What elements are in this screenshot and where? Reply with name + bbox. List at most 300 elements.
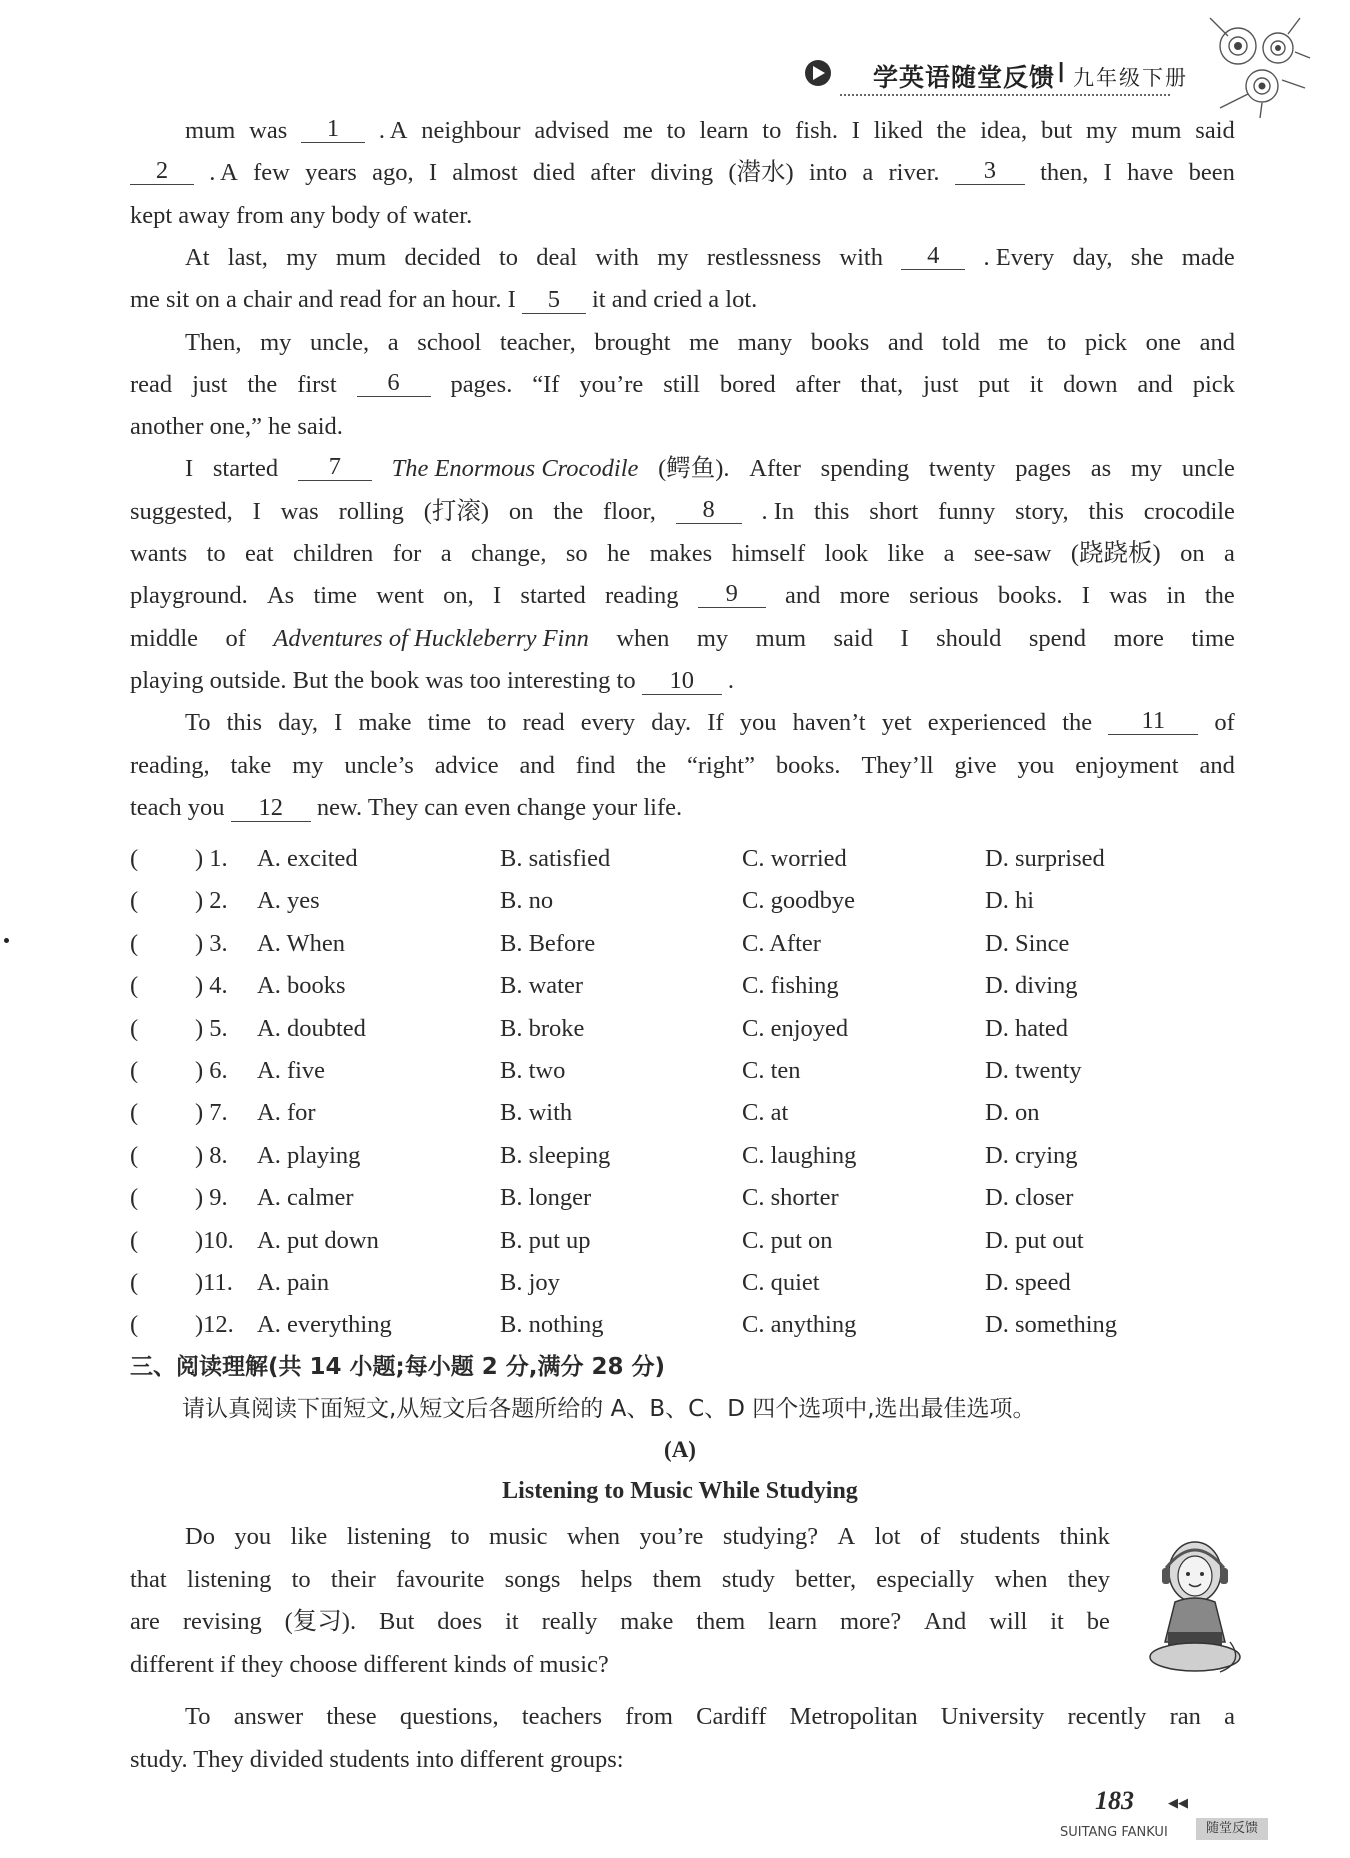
word: I	[1081, 582, 1090, 610]
text-line	[130, 1648, 609, 1682]
text-line	[185, 241, 1235, 275]
word: middle	[130, 624, 199, 652]
word: a	[1224, 1703, 1235, 1730]
word: fish.	[795, 117, 838, 144]
word: my	[292, 751, 324, 779]
word: you’re	[579, 370, 644, 398]
answer-paren: (	[130, 1311, 139, 1339]
option-d: D. speed	[985, 1269, 1071, 1296]
word: better,	[795, 1565, 857, 1593]
word: like	[887, 540, 925, 567]
word: that,	[860, 370, 904, 398]
word: wants	[130, 540, 188, 567]
word: revising	[182, 1608, 262, 1635]
word: and	[784, 582, 821, 610]
option-a: A. yes	[257, 887, 320, 915]
word: give	[954, 751, 997, 779]
text-line	[130, 156, 1235, 190]
answer-paren: (	[130, 1226, 139, 1254]
option-b: B. Before	[500, 929, 596, 957]
word: funny	[938, 497, 996, 525]
word: books.	[775, 751, 841, 779]
word: “If	[532, 370, 560, 398]
word: crocodile	[1143, 497, 1235, 525]
word: . A	[378, 117, 408, 144]
word: story,	[1015, 497, 1069, 525]
word: read	[130, 370, 173, 398]
word: they	[1067, 1565, 1110, 1593]
word: study	[721, 1565, 775, 1593]
option-c: C. worried	[742, 845, 847, 872]
word: kept away from any body of water.	[130, 201, 473, 229]
option-b: B. longer	[500, 1184, 592, 1212]
word: books	[810, 328, 870, 356]
play-icon	[805, 60, 831, 86]
option-d: D. on	[985, 1099, 1040, 1127]
word: playground.	[130, 582, 248, 610]
word: a	[862, 159, 874, 187]
page-number: 183	[1095, 1786, 1134, 1815]
word: brought	[594, 328, 671, 356]
word: many	[737, 328, 793, 356]
word: almost	[452, 159, 518, 187]
word: my	[657, 243, 689, 271]
word: been	[1188, 159, 1235, 187]
word: (复习).	[284, 1608, 357, 1635]
word: day.	[651, 709, 692, 737]
word: mum	[755, 624, 807, 652]
word: the	[247, 370, 278, 398]
word: books.	[997, 582, 1063, 610]
word: the	[936, 117, 967, 144]
word: to	[291, 1565, 311, 1593]
word: favourite	[395, 1565, 485, 1593]
question-row	[130, 1308, 1250, 1342]
text-line	[130, 579, 1235, 613]
word: make	[358, 709, 412, 737]
word: ran	[1169, 1703, 1201, 1730]
word: a	[943, 540, 955, 567]
word: from	[625, 1703, 673, 1730]
question-row	[130, 1266, 1250, 1300]
word: after	[590, 159, 636, 187]
option-d: D. put out	[985, 1226, 1084, 1254]
answer-paren: (	[130, 845, 139, 872]
word: suggested,	[130, 497, 233, 525]
question-number: )12.	[195, 1311, 234, 1339]
word: years	[305, 159, 357, 187]
word: think	[1059, 1523, 1110, 1550]
answer-paren: (	[130, 887, 139, 915]
option-c: C. anything	[742, 1311, 857, 1339]
word: my	[696, 624, 729, 652]
word: started	[212, 455, 279, 483]
word: makes	[649, 540, 713, 567]
word: of	[919, 1523, 941, 1550]
word: diving	[650, 159, 714, 187]
question-number: ) 3.	[195, 929, 228, 957]
word: yet	[881, 709, 912, 737]
question-number: ) 4.	[195, 972, 228, 1000]
passage-label: (A)	[664, 1437, 696, 1462]
word: more	[839, 582, 890, 610]
word: pages	[1015, 455, 1072, 483]
word: . In	[761, 497, 795, 525]
margin-dot	[4, 938, 9, 943]
word: teachers	[521, 1703, 603, 1730]
word: went	[376, 582, 424, 610]
word: new. They can even change your life.	[316, 793, 683, 821]
option-d: D. twenty	[985, 1057, 1082, 1084]
word: change,	[470, 540, 547, 567]
blank-9: 9	[698, 579, 766, 608]
text-line	[185, 1700, 1235, 1734]
word: was	[249, 117, 288, 144]
word: will	[989, 1608, 1028, 1635]
word: eat	[245, 540, 274, 567]
text-line	[130, 368, 1235, 402]
word: a	[1224, 540, 1235, 567]
word: find	[575, 751, 616, 779]
word: Cardiff	[696, 1703, 767, 1730]
text-line	[130, 283, 757, 317]
word: restlessness	[706, 243, 822, 271]
word: you	[739, 709, 777, 737]
word: she	[1130, 243, 1164, 271]
word: teacher,	[499, 328, 576, 356]
text-line	[130, 1563, 1110, 1597]
word: it	[1029, 370, 1044, 398]
word: If	[707, 709, 724, 737]
blank-4: 4	[901, 241, 965, 270]
word: see-saw	[973, 540, 1052, 567]
word: (打滚)	[423, 497, 490, 525]
word: these	[326, 1703, 377, 1730]
word: I	[900, 624, 909, 652]
option-b: B. two	[500, 1057, 566, 1084]
word: neighbour	[421, 117, 521, 144]
text-line	[130, 537, 1235, 571]
option-d: D. surprised	[985, 845, 1105, 872]
word: the	[636, 751, 667, 779]
word: me sit on a chair and read for an hour. I	[130, 286, 516, 314]
word: advised	[534, 117, 610, 144]
word: time	[313, 582, 357, 610]
word: (潜水)	[728, 159, 794, 187]
word: that	[130, 1565, 167, 1593]
page-arrows-icon: ◀◀	[1168, 1796, 1188, 1811]
word: reading	[604, 582, 679, 610]
word: more	[1113, 624, 1164, 652]
word: children	[293, 540, 374, 567]
question-number: )10.	[195, 1226, 234, 1254]
text-line	[130, 664, 734, 698]
option-a: A. calmer	[257, 1184, 354, 1212]
text-line	[130, 410, 343, 444]
word: like	[290, 1523, 328, 1550]
word: mum	[1131, 117, 1182, 144]
word: to	[498, 243, 518, 271]
word: it and cried a lot.	[591, 286, 758, 314]
text-line	[130, 791, 682, 825]
word: just	[923, 370, 959, 398]
blank-1: 1	[301, 114, 365, 143]
word: time	[1191, 624, 1235, 652]
word: and	[1199, 751, 1235, 779]
word: a	[440, 540, 452, 567]
word: decided	[404, 243, 481, 271]
word: have	[1127, 159, 1174, 187]
word: said	[833, 624, 873, 652]
word: As	[266, 582, 295, 610]
word: I	[1103, 159, 1112, 187]
option-a: A. doubted	[257, 1014, 366, 1042]
option-d: D. something	[985, 1311, 1118, 1339]
word: playing outside. But the book was too interesting to	[130, 666, 636, 694]
option-a: A. When	[257, 929, 345, 957]
word: idea,	[980, 117, 1028, 144]
word: when	[616, 624, 670, 652]
option-c: C. at	[742, 1099, 789, 1127]
word: really	[541, 1608, 598, 1635]
option-c: C. put on	[742, 1226, 833, 1254]
word: this	[814, 497, 850, 525]
girl-with-headphones-illustration	[1140, 1532, 1250, 1682]
option-b: B. no	[500, 887, 554, 915]
option-b: B. with	[500, 1099, 573, 1127]
word: this	[1088, 497, 1124, 525]
page-header	[795, 52, 1215, 96]
word: But	[378, 1608, 415, 1635]
option-c: C. quiet	[742, 1269, 820, 1296]
text-line	[185, 1520, 1110, 1554]
word: haven’t	[792, 709, 866, 737]
word: after	[795, 370, 841, 398]
word: short	[869, 497, 919, 525]
word: this	[226, 709, 263, 737]
word: reading,	[130, 751, 210, 779]
book-title: 学英语随堂反馈	[873, 63, 1056, 92]
word: teach you	[130, 793, 225, 821]
question-number: ) 1.	[195, 845, 228, 872]
word: day,	[278, 709, 319, 737]
section-instruction: 请认真阅读下面短文,从短文后各题所给的 A、B、C、D 四个选项中,选出最佳选项。	[182, 1396, 1036, 1422]
header-separator: I	[1057, 56, 1066, 89]
option-b: B. sleeping	[500, 1141, 611, 1169]
word: questions,	[399, 1703, 499, 1730]
word: with	[839, 243, 883, 271]
question-number: ) 7.	[195, 1099, 228, 1127]
word: last,	[227, 243, 268, 271]
answer-paren: (	[130, 1184, 139, 1212]
question-number: ) 2.	[195, 887, 228, 915]
word: time	[427, 709, 472, 737]
word: to	[206, 540, 226, 567]
word: songs	[504, 1565, 561, 1593]
blank-2: 2	[130, 156, 194, 185]
word: every	[580, 709, 636, 737]
header-rule	[840, 94, 1170, 96]
word: pick	[1084, 328, 1128, 356]
word: into	[808, 159, 848, 187]
question-number: ) 5.	[195, 1014, 228, 1042]
word: another one,” he said.	[130, 413, 343, 441]
word: University	[940, 1703, 1045, 1730]
word: me	[689, 328, 720, 356]
question-row	[130, 1181, 1250, 1215]
word: enjoyment	[1075, 751, 1179, 779]
word: when	[566, 1523, 621, 1550]
word: said	[1195, 117, 1235, 144]
word: you’re	[639, 1523, 704, 1550]
word: uncle’s	[344, 751, 414, 779]
option-d: D. diving	[985, 972, 1078, 1000]
word: and	[1199, 328, 1235, 356]
word: in	[1166, 582, 1186, 610]
word: answer	[233, 1703, 304, 1730]
word: (鳄鱼).	[658, 455, 730, 483]
word: for	[392, 540, 422, 567]
question-row	[130, 969, 1250, 1003]
blank-11: 11	[1108, 706, 1198, 735]
word: river.	[888, 159, 940, 187]
word: my	[1086, 117, 1118, 144]
word: To	[185, 1703, 211, 1730]
word: recently	[1067, 1703, 1147, 1730]
blank-3: 3	[955, 156, 1025, 185]
word: (跷跷板)	[1070, 540, 1161, 567]
word: uncle	[1181, 455, 1235, 483]
word: To	[185, 709, 211, 737]
word: ago,	[372, 159, 414, 187]
word: make	[620, 1608, 674, 1635]
option-d: D. Since	[985, 929, 1070, 957]
word: was	[1109, 582, 1148, 610]
word: Then,	[185, 328, 242, 356]
word: advice	[434, 751, 499, 779]
word: I	[185, 455, 194, 483]
word: with	[595, 243, 639, 271]
word: but	[1040, 117, 1073, 144]
blank-8: 8	[676, 495, 742, 524]
question-number: ) 9.	[195, 1184, 228, 1212]
option-b: B. broke	[500, 1014, 585, 1042]
answer-paren: (	[130, 929, 139, 957]
word: lot	[874, 1523, 901, 1550]
word: it	[1050, 1608, 1064, 1635]
word: of	[1214, 709, 1235, 737]
word: A	[837, 1523, 856, 1550]
answer-paren: (	[130, 1057, 139, 1084]
word: listening	[346, 1523, 432, 1550]
word: does	[437, 1608, 483, 1635]
footer-badge: 随堂反馈	[1196, 1818, 1268, 1840]
option-a: A. put down	[257, 1226, 379, 1254]
word: read	[522, 709, 565, 737]
word: to	[762, 117, 782, 144]
word: to	[666, 117, 686, 144]
text-line	[130, 749, 1235, 783]
option-c: C. ten	[742, 1057, 801, 1084]
option-c: C. goodbye	[742, 887, 855, 915]
word: the	[1062, 709, 1093, 737]
option-c: C. fishing	[742, 972, 839, 1000]
text-line	[130, 622, 1235, 656]
word: take	[230, 751, 272, 779]
book-grade: 九年级下册	[1073, 66, 1188, 90]
answer-paren: (	[130, 972, 139, 1000]
option-d: D. hated	[985, 1014, 1068, 1042]
word: made	[1181, 243, 1235, 271]
word: I	[252, 497, 261, 525]
option-d: D. hi	[985, 887, 1034, 915]
option-c: C. shorter	[742, 1184, 839, 1212]
word: so	[565, 540, 588, 567]
word: and	[1137, 370, 1173, 398]
question-number: ) 6.	[195, 1057, 228, 1084]
option-c: C. laughing	[742, 1141, 857, 1169]
text-line	[130, 495, 1235, 529]
book-title-italic: Adventures of Huckleberry Finn	[273, 624, 589, 652]
option-d: D. closer	[985, 1184, 1074, 1212]
word: you	[234, 1523, 272, 1550]
question-row	[130, 1096, 1250, 1130]
word: me	[622, 117, 653, 144]
word: They’ll	[861, 751, 934, 779]
word: spending	[820, 455, 910, 483]
word: and	[519, 751, 555, 779]
word: was	[280, 497, 319, 525]
word: uncle,	[310, 328, 370, 356]
option-a: A. playing	[257, 1141, 361, 1169]
word: my	[260, 328, 292, 356]
question-row	[130, 842, 1250, 876]
word: music	[489, 1523, 548, 1550]
word: a	[387, 328, 399, 356]
word: twenty	[928, 455, 996, 483]
word: look	[824, 540, 869, 567]
word: should	[936, 624, 1002, 652]
answer-paren: (	[130, 1269, 139, 1296]
word: listening	[186, 1565, 272, 1593]
option-a: A. for	[257, 1099, 316, 1127]
word: of	[225, 624, 246, 652]
word: it	[505, 1608, 519, 1635]
flower-decoration-icon	[1200, 8, 1320, 128]
word: learn	[699, 117, 749, 144]
word: then,	[1040, 159, 1089, 187]
word: still	[663, 370, 700, 398]
option-a: A. pain	[257, 1269, 330, 1296]
blank-7: 7	[298, 452, 372, 481]
footer-brand: SUITANG FANKUI	[1060, 1825, 1168, 1840]
word: I	[851, 117, 860, 144]
word: students	[959, 1523, 1041, 1550]
word: I	[493, 582, 502, 610]
text-line	[130, 1605, 1110, 1639]
word: rolling	[338, 497, 404, 525]
word: put	[978, 370, 1010, 398]
question-number: )11.	[195, 1269, 233, 1296]
option-a: A. five	[257, 1057, 326, 1084]
word: I	[428, 159, 438, 187]
word: and	[887, 328, 924, 356]
question-row	[130, 884, 1250, 918]
text-line	[130, 199, 472, 233]
word: on,	[443, 582, 474, 610]
word: After	[749, 455, 801, 483]
blank-5: 5	[522, 285, 586, 314]
